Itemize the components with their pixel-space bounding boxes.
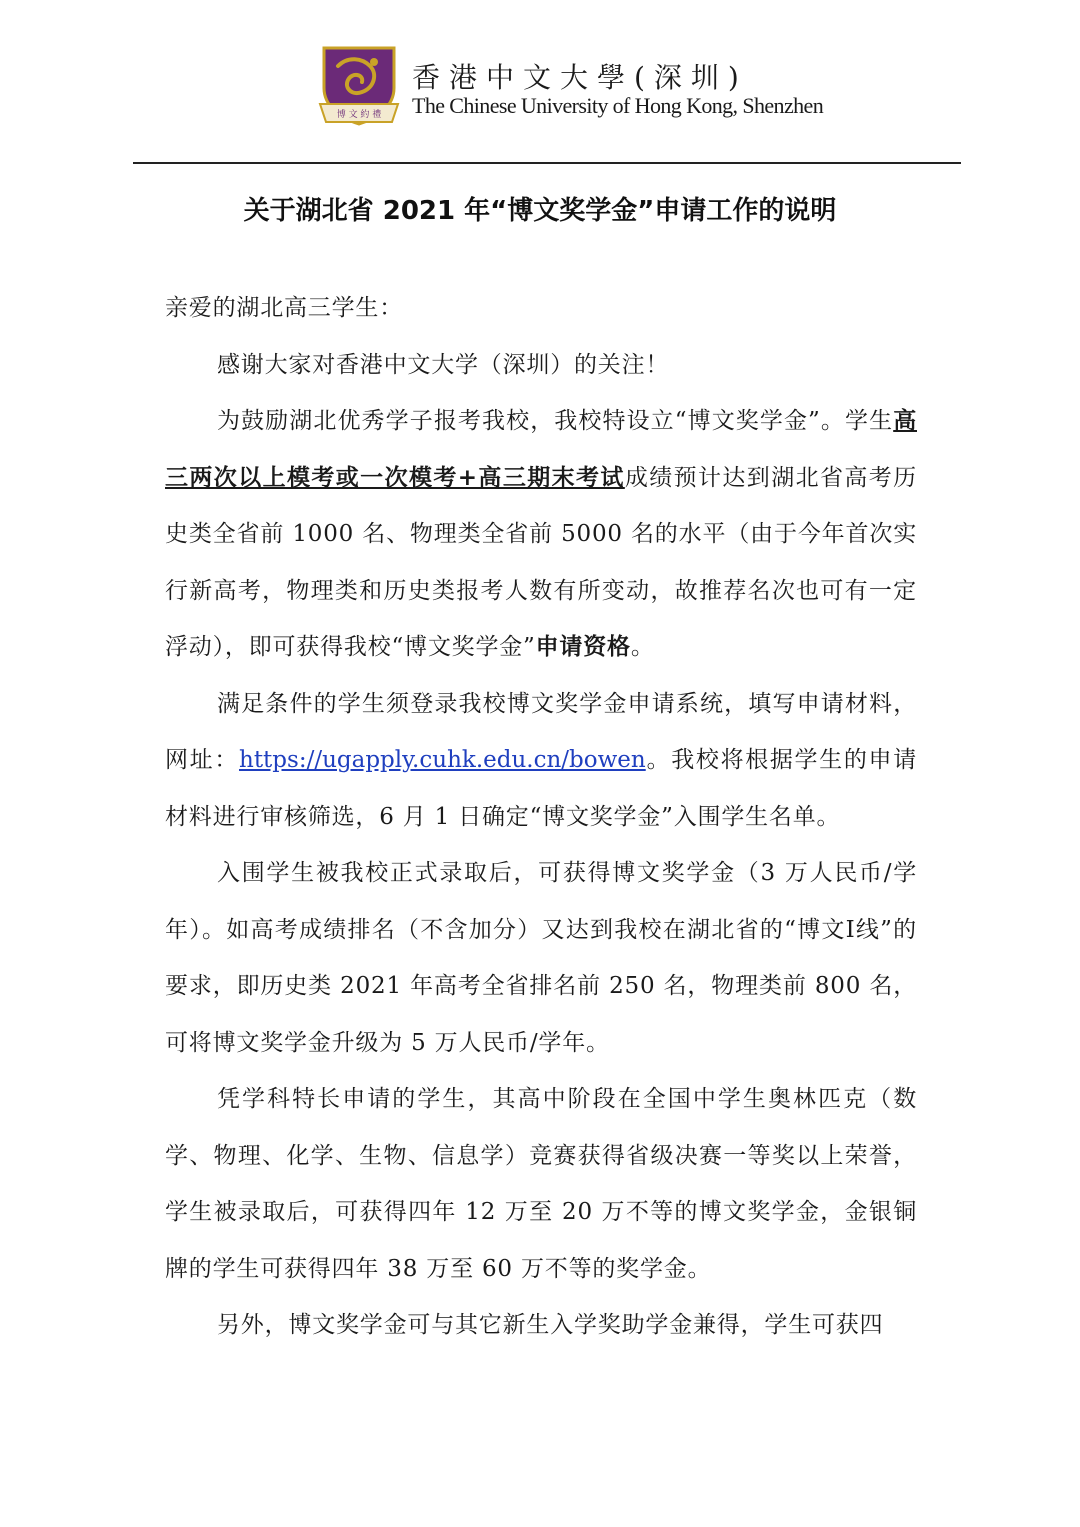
header-divider (133, 162, 961, 164)
eligibility-detail: 成绩预计达到湖北省高考历史类全省前 1000 名、物理类全省前 5000 名的水平（由于今年首次实行新高考，物理类和历史类报考人数有所变动，故推荐名次也可有一定浮动），即可获得我校“博文奖学金” (165, 464, 917, 660)
svg-text:博 文 約 禮: 博 文 約 禮 (336, 110, 382, 120)
paragraph-thanks: 感谢大家对香港中文大学（深圳）的关注！ (217, 351, 670, 378)
university-crest-icon (318, 44, 400, 128)
paragraph-eligibility (165, 393, 917, 676)
application-qualification: 申请资格 (535, 634, 631, 660)
paragraph-additional: 另外，博文奖学金可与其它新生入学奖助学金兼得，学生可获四 (217, 1312, 884, 1338)
application-intro: 满足条件的学生须登录我校博文奖学金申请系统，填写申请材料，网址： (165, 690, 917, 773)
university-name-en: The Chinese University of Hong Kong, Shenzhen (412, 93, 824, 118)
paragraph-olympiad: 凭学科特长申请的学生，其高中阶段在全国中学生奥林匹克（数学、物理、化学、生物、信息学）竞赛获得省级决赛一等奖以上荣誉，学生被录取后，可获得四年 12 万至 20 万不等的博文奖学金，金银铜牌的学生可获得四年 38 万至 60 万不等的奖学金。 (165, 1086, 917, 1282)
eligibility-intro: 为鼓励湖北优秀学子报考我校，我校特设立“博文奖学金”。学生 (217, 408, 894, 434)
application-detail: 。我校将根据学生的申请材料进行审核筛选，6 月 1 日确定“博文奖学金”入围学生名单。 (165, 747, 917, 830)
application-link[interactable]: https://ugapply.cuhk.edu.cn/bowen (239, 747, 646, 773)
paragraph-application (165, 676, 917, 846)
salutation: 亲爱的湖北高三学生： (165, 295, 403, 321)
exam-requirement: 高三两次以上模考或一次模考+高三期末考试 (165, 408, 917, 491)
paragraph-award: 入围学生被我校正式录取后，可获得博文奖学金（3 万人民币/学年）。如高考成绩排名（不含加分）又达到我校在湖北省的“博文Ⅰ线”的要求，即历史类 2021 年高考全省排名前 250 名，物理类前 800 名，可将博文奖学金升级为 5 万人民币/学年。 (165, 860, 917, 1056)
letterhead (0, 0, 1080, 165)
document-title: 关于湖北省 2021 年“博文奖学金”申请工作的说明 (243, 196, 837, 226)
eligibility-end: 。 (630, 634, 655, 660)
university-name-cn: 香港中文大學(深圳) (412, 61, 748, 94)
document-body (165, 280, 917, 1354)
